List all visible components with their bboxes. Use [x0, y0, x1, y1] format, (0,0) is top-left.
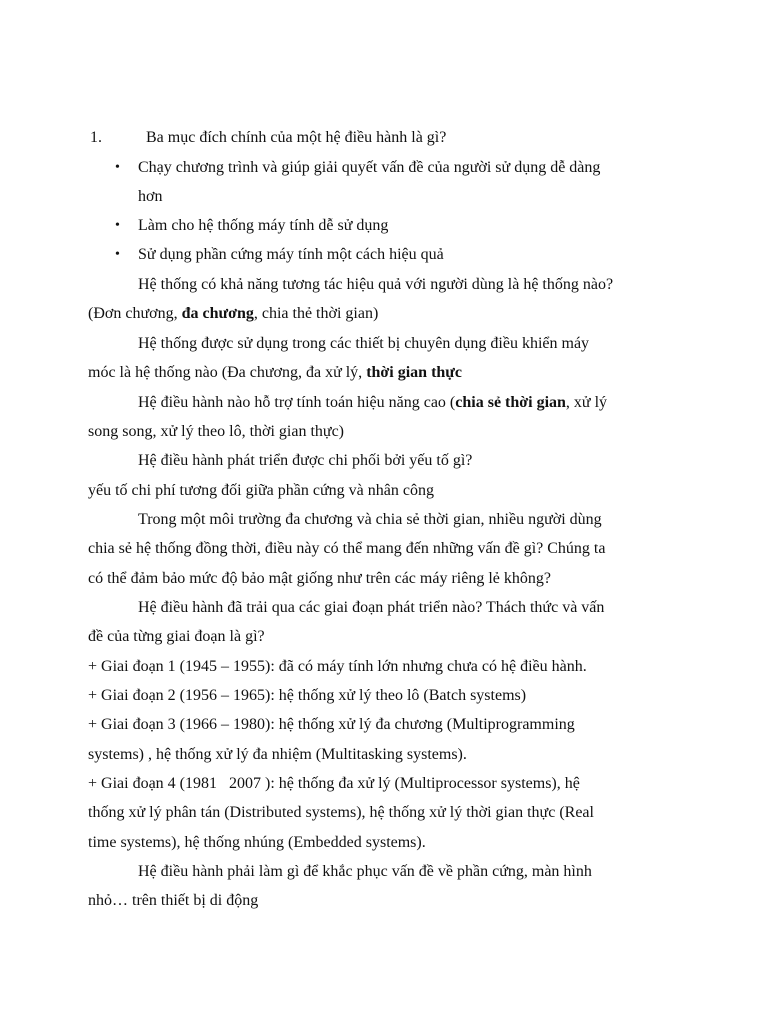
paragraph-line: yếu tố chi phí tương đối giữa phần cứng và nhân công [88, 482, 434, 499]
bullet-text: Chạy chương trình và giúp giải quyết vấn đề của người sử dụng dễ dàng [138, 159, 601, 176]
bold-answer: thời gian thực [366, 364, 462, 381]
bullet-icon: • [115, 247, 120, 262]
paragraph-line: móc là hệ thống nào (Đa chương, đa xử lý, thời gian thực [88, 364, 462, 381]
stage-line: + Giai đoạn 4 (1981 2007 ): hệ thống đa xử lý (Multiprocessor systems), hệ [88, 775, 580, 792]
question-text: Ba mục đích chính của một hệ điều hành là gì? [146, 129, 447, 146]
bullet-icon: • [115, 218, 120, 233]
stage-line: thống xử lý phân tán (Distributed systems), hệ thống xử lý thời gian thực (Real [88, 804, 594, 821]
paragraph-line: Hệ thống được sử dụng trong các thiết bị chuyên dụng điều khiển máy [138, 335, 590, 352]
stage-line: time systems), hệ thống nhúng (Embedded systems). [88, 834, 426, 851]
paragraph-line: (Đơn chương, đa chương, chia thẻ thời gian) [88, 305, 379, 322]
paragraph-line: Hệ điều hành phát triển được chi phối bởi yếu tố gì? [138, 452, 473, 469]
paragraph-line: nhỏ… trên thiết bị di động [88, 892, 259, 909]
stage-line: + Giai đoạn 2 (1956 – 1965): hệ thống xử lý theo lô (Batch systems) [88, 687, 527, 704]
stage-line: + Giai đoạn 3 (1966 – 1980): hệ thống xử lý đa chương (Multiprogramming [88, 716, 575, 733]
stage-line: systems) , hệ thống xử lý đa nhiệm (Multitasking systems). [88, 746, 467, 763]
bullet-text-continuation: hơn [138, 188, 163, 205]
bold-answer: đa chương [181, 305, 254, 322]
bullet-text: Làm cho hệ thống máy tính dễ sử dụng [138, 217, 389, 234]
paragraph-line: Hệ điều hành nào hỗ trợ tính toán hiệu năng cao (chia sẻ thời gian, xử lý [138, 394, 608, 411]
bold-answer: chia sẻ thời gian [455, 394, 566, 411]
paragraph-line: chia sẻ hệ thống đồng thời, điều này có thể mang đến những vấn đề gì? Chúng ta [88, 540, 606, 557]
stage-line: + Giai đoạn 1 (1945 – 1955): đã có máy tính lớn nhưng chưa có hệ điều hành. [88, 658, 587, 675]
question-number: 1. [90, 129, 102, 146]
paragraph-line: có thể đảm bảo mức độ bảo mật giống như trên các máy riêng lẻ không? [88, 570, 551, 587]
paragraph-line: đề của từng giai đoạn là gì? [88, 628, 265, 645]
bullet-icon: • [115, 160, 120, 175]
paragraph-line: Hệ điều hành đã trải qua các giai đoạn phát triển nào? Thách thức và vấn [138, 599, 605, 616]
paragraph-line: Hệ thống có khả năng tương tác hiệu quả với người dùng là hệ thống nào? [138, 276, 614, 293]
paragraph-line: song song, xử lý theo lô, thời gian thực) [88, 423, 345, 440]
bullet-text: Sử dụng phần cứng máy tính một cách hiệu quả [138, 246, 444, 263]
paragraph-line: Trong một môi trường đa chương và chia sẻ thời gian, nhiều người dùng [138, 511, 602, 528]
paragraph-line: Hệ điều hành phải làm gì để khắc phục vấn đề về phần cứng, màn hình [138, 863, 592, 880]
